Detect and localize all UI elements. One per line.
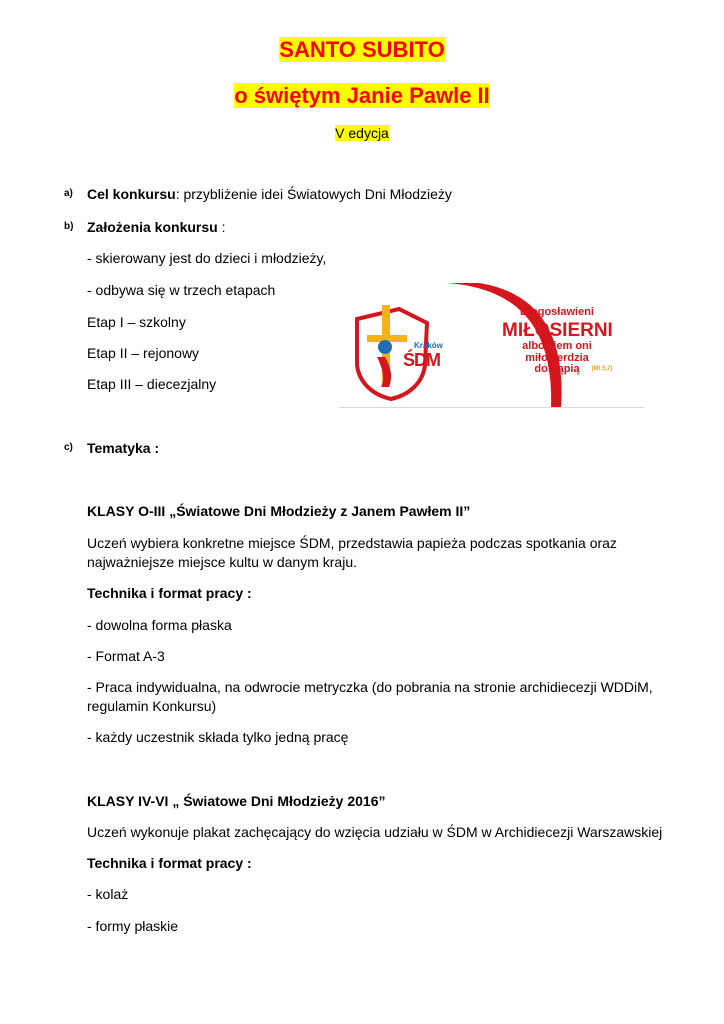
edition-text: V edycja xyxy=(335,125,389,141)
group1-item: - Format A-3 xyxy=(87,648,165,664)
group1-description: Uczeń wybiera konkretne miejsce ŚDM, przedstawia papieża podczas spotkania oraz xyxy=(87,535,617,551)
rules-item: - skierowany jest do dzieci i młodzieży, xyxy=(87,250,327,266)
group2-technique-label: Technika i format pracy : xyxy=(87,855,252,871)
logo-motto-2: MIŁOSIERNI xyxy=(502,320,613,341)
stage-item: Etap III – diecezjalny xyxy=(87,376,217,392)
stage-item: Etap I – szkolny xyxy=(87,314,186,330)
marker-a: a) xyxy=(64,188,73,199)
wyd-logo xyxy=(339,283,644,408)
group1-item: regulamin Konkursu) xyxy=(87,698,217,714)
edition-label xyxy=(0,124,724,142)
group1-heading: KLASY O-III „Światowe Dni Młodzieży z Janem Pawłem II” xyxy=(87,503,471,519)
group2-item: - formy płaskie xyxy=(87,918,179,934)
group2-item: - kolaż xyxy=(87,886,129,902)
rules-text: : xyxy=(217,219,226,235)
group1-item: - każdy uczestnik składa tylko jedną pracę xyxy=(87,729,349,745)
marker-b: b) xyxy=(64,221,74,232)
document-subtitle xyxy=(0,82,724,110)
document-title xyxy=(0,36,724,64)
group2-heading: KLASY IV-VI „ Światowe Dni Młodzieży 2016” xyxy=(87,793,386,809)
logo-city: Kraków xyxy=(414,341,443,350)
group1-item: - Praca indywidualna, na odwrocie metryczka (do pobrania na stronie archidiecezji WDDiM, xyxy=(87,679,653,695)
group1-item: - dowolna forma płaska xyxy=(87,617,232,633)
logo-reference: (Mt 5,7) xyxy=(591,366,613,372)
title-line-1: SANTO SUBITO xyxy=(279,37,445,62)
rules-item: - odbywa się w trzech etapach xyxy=(87,282,276,298)
rules-label: Założenia konkursu xyxy=(87,219,218,235)
logo-motto-4: miłosierdzia dostąpią xyxy=(525,352,589,375)
group1-description: najważniejsze miejsce kultu w danym kraju. xyxy=(87,554,357,570)
logo-brand: ŚDM xyxy=(403,350,440,370)
goal-label: Cel konkursu xyxy=(87,186,176,202)
logo-motto-3: albowiem oni xyxy=(522,340,592,352)
group2-description: Uczeń wykonuje plakat zachęcający do wzięcia udziału w ŚDM w Archidiecezji Warszawskiej xyxy=(87,824,663,840)
logo-motto-1: Błogosławieni xyxy=(520,306,594,318)
logo-divider xyxy=(339,407,644,408)
title-line-2: o świętym Janie Pawle II xyxy=(234,83,490,108)
stage-item: Etap II – rejonowy xyxy=(87,345,200,361)
rules-line xyxy=(87,217,225,237)
goal-line xyxy=(87,184,452,204)
marker-c: c) xyxy=(64,442,73,453)
topics-heading: Tematyka : xyxy=(87,440,160,456)
goal-text: : przybliżenie idei Światowych Dni Młodzieży xyxy=(175,186,452,202)
group1-technique-label: Technika i format pracy : xyxy=(87,585,252,601)
